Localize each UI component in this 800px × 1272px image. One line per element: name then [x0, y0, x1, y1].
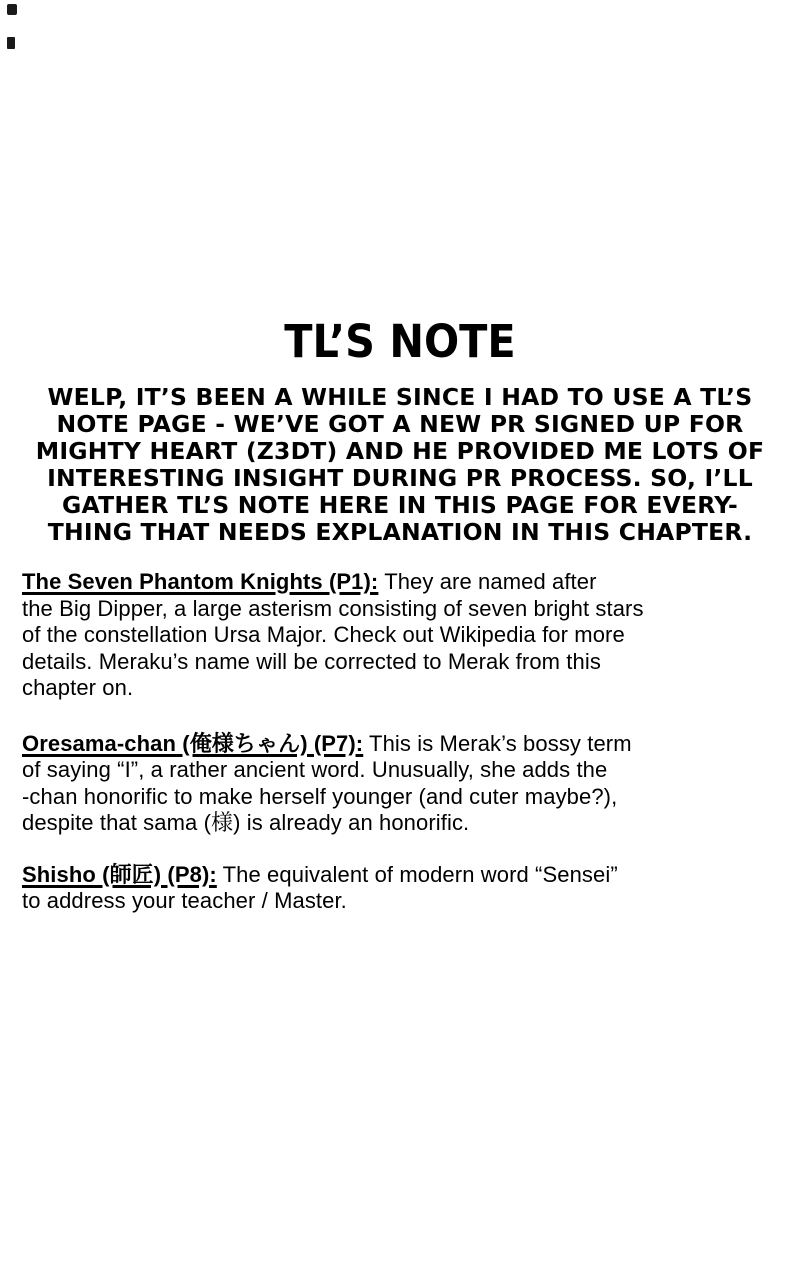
note-seven-phantom-knights [22, 569, 780, 702]
intro-line: INTERESTING INSIGHT DURING PR PROCESS. SO, I’LL [47, 464, 753, 492]
note-oresama-chan [22, 731, 780, 837]
corner-artifact-icon [7, 37, 15, 49]
note-text-line: the Big Dipper, a large asterism consisting of seven bright stars [22, 595, 644, 621]
note-text: This is Merak’s bossy term [369, 730, 632, 756]
notes-section [22, 569, 780, 915]
intro-line: WELP, IT’S BEEN A WHILE SINCE I HAD TO USE A TL’S [47, 383, 753, 411]
note-first-line [22, 569, 780, 596]
intro-paragraph [0, 384, 800, 546]
note-text-line: of saying “I”, a rather ancient word. Unusually, she adds the [22, 757, 608, 782]
note-shisho [22, 862, 780, 915]
intro-line: GATHER TL’S NOTE HERE IN THIS PAGE FOR EVERY- [62, 491, 738, 519]
note-text-line: -chan honorific to make herself younger (and cuter maybe?), [22, 783, 618, 809]
note-text-line: of the constellation Ursa Major. Check out Wikipedia for more [22, 622, 625, 647]
intro-line: THING THAT NEEDS EXPLANATION IN THIS CHAPTER. [47, 518, 753, 546]
page-title: TL’S NOTE [284, 315, 516, 368]
note-heading: The Seven Phantom Knights (P1): [22, 569, 379, 594]
note-first-line [22, 862, 780, 889]
intro-line: NOTE PAGE - WE’VE GOT A NEW PR SIGNED UP FOR [56, 410, 744, 438]
intro-line: MIGHTY HEART (Z3DT) AND HE PROVIDED ME LOTS OF [35, 437, 765, 465]
note-heading: Shisho (師匠) (P8): [22, 861, 217, 887]
note-heading: Oresama-chan (俺様ちゃん) (P7): [22, 730, 364, 756]
note-text: They are named after [384, 569, 597, 594]
note-first-line [22, 731, 780, 758]
note-text-line: chapter on. [22, 675, 134, 700]
corner-artifact-icon [7, 4, 17, 15]
note-text-line: despite that sama (様) is already an honorific. [22, 810, 470, 835]
note-text-line: details. Meraku’s name will be corrected to Merak from this [22, 648, 601, 674]
note-text-line: to address your teacher / Master. [22, 888, 347, 913]
note-text: The equivalent of modern word “Sensei” [222, 861, 618, 887]
